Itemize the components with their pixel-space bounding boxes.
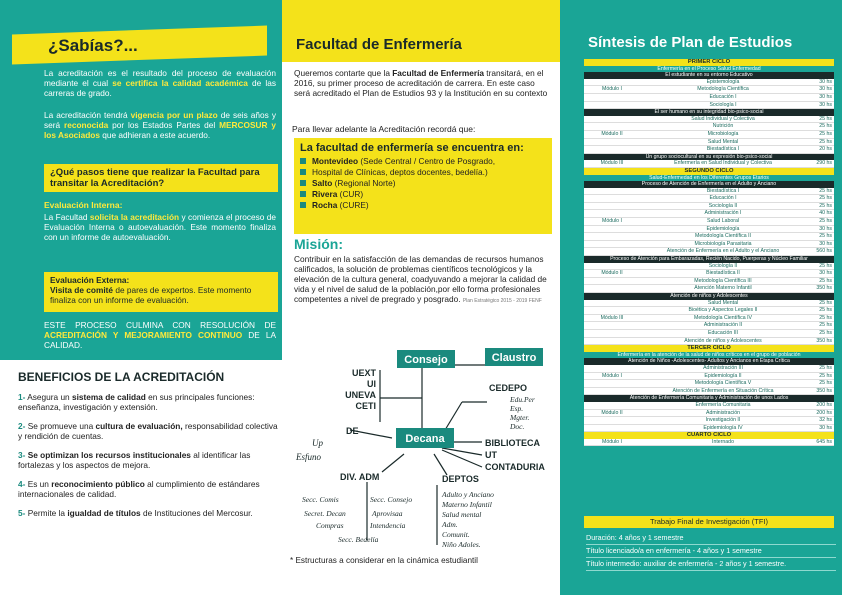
org-node: Adm. (442, 520, 458, 529)
locations-list (294, 156, 552, 211)
table-row (584, 146, 834, 154)
table-row (584, 322, 834, 330)
facultad-title: Facultad de Enfermería (296, 36, 462, 53)
subject-cell: Investigación II (705, 417, 741, 424)
org-node: UEXT (351, 368, 376, 378)
hours-cell: 350 hs (816, 285, 832, 292)
table-row (584, 160, 834, 168)
table-row (584, 410, 834, 418)
subject-cell: Internado (712, 438, 734, 445)
hours-cell: 25 hs (819, 130, 832, 137)
module-cell (584, 94, 640, 101)
org-node: UNEVA (345, 390, 376, 400)
org-node: Esfuno (296, 452, 322, 462)
table-row (584, 330, 834, 338)
subject-cell: Bioética y Aspectos Legales II (688, 307, 758, 314)
subject-cell: Metodología Científica III (694, 277, 752, 284)
table-row (584, 300, 834, 308)
module-cell: Módulo I (602, 86, 622, 93)
module-cell (584, 102, 640, 109)
module-cell (584, 417, 640, 424)
external-eval-title: Evaluación Externa: (50, 275, 130, 285)
hours-cell: 25 hs (819, 195, 832, 202)
org-node: Secret. Decan (304, 509, 346, 518)
section-header: Atención de niños y Adolescentes (584, 293, 834, 300)
hours-cell: 30 hs (819, 270, 832, 277)
location-item: Montevideo (Sede Central / Centro de Posgrado, (294, 156, 552, 167)
location-item: Hospital de Clínicas, deptos docentes, bedelía.) (294, 167, 552, 178)
footnote: * Estructuras a considerar en la cinámica estudiantil (290, 556, 478, 565)
duration-block (586, 532, 836, 571)
table-row (584, 278, 834, 286)
benefit-item: 1- Asegura un sistema de calidad en sus principales funciones: enseñanza, investigación y extensión. (18, 392, 255, 412)
hours-cell: 25 hs (819, 115, 832, 122)
table-row (584, 285, 834, 293)
middle-panel (282, 0, 560, 595)
hours-cell: 200 hs (816, 409, 832, 416)
subject-cell: Metodología Científica II (695, 233, 751, 240)
facultad-intro: Queremos contarte que la Facultad de Enfermería transitará, en el 2016, su primer proceso de acreditación de carrera. En este caso será acreditado el Plan de Estudios 93 y la Institución en su contexto (294, 68, 548, 98)
section-header: Enfermería en la atención de la salud de niños críticos en el grupo de población (584, 352, 834, 359)
table-row (584, 203, 834, 211)
module-cell: Módulo I (602, 438, 622, 445)
duration-text: Duración: 4 años y 1 semestre (586, 532, 836, 545)
section-header: Proceso de Atención de Enfermería en el Adulto y Anciano (584, 181, 834, 188)
org-node: Secc. Bedelía (338, 535, 379, 544)
org-node: Niño Adoles. (442, 540, 481, 549)
module-cell (584, 139, 640, 146)
hours-cell: 25 hs (819, 218, 832, 225)
beneficios-title: BENEFICIOS DE LA ACREDITACIÓN (18, 370, 225, 384)
section-header: Enfermería en el Proceso Salud Enfermedad (584, 66, 834, 73)
hours-cell: 30 hs (819, 101, 832, 108)
plan-title: Síntesis de Plan de Estudios (588, 34, 793, 51)
subject-cell: Salud Individual y Colectiva (691, 115, 755, 122)
module-cell (584, 388, 640, 395)
subject-cell: Enfermería Comunitaria (695, 401, 751, 408)
section-header: Atención de Enfermería Comunitaria y Administración de unos Lados (584, 395, 834, 402)
org-chart (282, 330, 560, 570)
org-node: UT (485, 450, 497, 460)
org-node: UI (367, 379, 376, 389)
table-row (584, 86, 834, 94)
module-cell (584, 365, 640, 372)
subject-cell: Epidemiología II (704, 372, 742, 379)
org-node: Up (312, 438, 323, 448)
section-header: El estudiante en su entorno Educativo (584, 72, 834, 79)
org-node: Salud mental (442, 510, 482, 519)
hours-cell: 25 hs (819, 322, 832, 329)
hours-cell: 25 hs (819, 123, 832, 130)
claustro-label: Claustro (491, 352, 537, 364)
right-panel (560, 0, 842, 595)
table-row (584, 307, 834, 315)
table-row (584, 263, 834, 271)
module-cell: Módulo I (602, 372, 622, 379)
hours-cell: 40 hs (819, 210, 832, 217)
module-cell (584, 330, 640, 337)
subject-cell: Biestadística I (706, 187, 740, 194)
module-cell (584, 195, 640, 202)
table-row (584, 241, 834, 249)
org-node: CONTADURIA (485, 462, 545, 472)
hours-cell: 30 hs (819, 93, 832, 100)
beneficios-list (18, 392, 278, 527)
subject-cell: Administración III (703, 364, 743, 371)
subject-cell: Educación III (708, 329, 738, 336)
table-row (584, 218, 834, 226)
table-row (584, 417, 834, 425)
module-cell (584, 307, 640, 314)
module-cell (584, 248, 640, 255)
table-row (584, 439, 834, 447)
org-node: Compras (316, 521, 344, 530)
module-cell (584, 322, 640, 329)
cycle-header: PRIMER CICLO (584, 59, 834, 66)
table-row (584, 248, 834, 256)
internal-eval-title: Evaluación Interna: (44, 200, 123, 210)
module-cell (584, 226, 640, 233)
module-cell (584, 300, 640, 307)
table-row (584, 188, 834, 196)
subject-cell: Enfermería en Salud Individual y Colectiva (674, 160, 772, 167)
mision-text: Contribuir en la satisfacción de las demandas de recursos humanos calificados, la solución de problemas científicos tecnológicos y la elevación de la cultura general, coadyuvando a mejorar la calidad de vida y el nivel de salud de la población,por ello forma profesionales competentes a nivel de pregrado y posgrado. Plan Estratégico 2015 - 2019 FENF (294, 254, 547, 304)
table-row (584, 123, 834, 131)
subject-cell: Educación I (709, 195, 737, 202)
hours-cell: 25 hs (819, 138, 832, 145)
module-cell (584, 79, 640, 86)
module-cell (584, 116, 640, 123)
module-cell (584, 123, 640, 130)
hours-cell: 32 hs (819, 417, 832, 424)
table-row (584, 388, 834, 396)
subject-cell: Atención de Enfermería en Situación Crítica (672, 387, 774, 394)
section-header: Salud-Enfermedad en los Diferentes Grupos Etarios (584, 175, 834, 182)
subject-cell: Epidemiología IV (703, 424, 743, 431)
org-node: DIV. ADM (340, 472, 380, 482)
table-row (584, 116, 834, 124)
module-cell: Módulo II (601, 270, 623, 277)
hours-cell: 200 hs (816, 401, 832, 408)
subject-cell: Epidemiología (706, 225, 740, 232)
location-item: Salto (Regional Norte) (294, 178, 552, 189)
hours-cell: 350 hs (816, 337, 832, 344)
subject-cell: Atención de Enfermería en el Adulto y el Anciano (666, 248, 780, 255)
consejo-label: Consejo (404, 354, 448, 366)
org-node: Doc. (510, 422, 525, 431)
section-header: Proceso de Atención para Embarazadas, Recién Nacido, Puerperas y Núcleo Familiar (584, 256, 834, 263)
table-row (584, 79, 834, 87)
table-row (584, 226, 834, 234)
table-row (584, 210, 834, 218)
section-header: Atención de Niños -Adolescentes- Adultos y Ancianos en Etapa Crítica (584, 358, 834, 365)
module-cell (584, 263, 640, 270)
mision-title: Misión: (294, 236, 343, 252)
org-node: Edu.Per (510, 395, 535, 404)
hours-cell: 25 hs (819, 329, 832, 336)
hours-cell: 20 hs (819, 146, 832, 153)
org-node: Intendencia (370, 521, 406, 530)
module-cell (584, 285, 640, 292)
hours-cell: 30 hs (819, 424, 832, 431)
plan-table (584, 59, 834, 446)
subject-cell: Epistemología (706, 78, 740, 85)
internal-eval-text: La Facultad solicita la acreditación y comienza el proceso de Evaluación Interna o autoevaluación. Este momento finaliza con un informe de autoevaluación. (44, 212, 277, 242)
hours-cell: 25 hs (819, 187, 832, 194)
subject-cell: Educación I (709, 93, 737, 100)
module-cell (584, 402, 640, 409)
module-cell (584, 380, 640, 387)
org-node: Aprovisaa (372, 509, 403, 518)
hours-cell: 350 hs (816, 387, 832, 394)
module-cell: Módulo II (601, 130, 623, 137)
hours-cell: 560 hs (816, 248, 832, 255)
hours-cell: 25 hs (819, 277, 832, 284)
acreditacion-vigencia: La acreditación tendrá vigencia por un plazo de seis años y será reconocida por los Estados Partes del MERCOSUR y los Asociados que adhieran a este acuerdo. (44, 110, 276, 140)
subject-cell: Salud Laboral (706, 218, 739, 225)
title-licenciado: Título licenciado/a en enfermería - 4 años y 1 semestre (586, 545, 836, 558)
subject-cell: Atención de niños y Adolescentes (684, 337, 762, 344)
subject-cell: Administración II (703, 322, 743, 329)
table-row (584, 380, 834, 388)
table-row (584, 139, 834, 147)
module-cell (584, 425, 640, 432)
org-node: CEDEPO (489, 383, 528, 393)
external-eval-box (44, 272, 278, 312)
table-row (584, 315, 834, 323)
title-intermedio: Título intermedio: auxiliar de enfermería - 2 años y 1 semestre. (586, 558, 836, 571)
org-node: Secc. Comis (302, 495, 339, 504)
cycle-header: SEGUNDO CICLO (584, 168, 834, 175)
location-item: Rocha (CURE) (294, 200, 552, 211)
table-row (584, 402, 834, 410)
module-cell (584, 188, 640, 195)
tfi-bar: Trabajo Final de Investigación (TFI) (584, 516, 834, 528)
module-cell (584, 210, 640, 217)
org-node: CETI (355, 401, 376, 411)
org-node: Mgter. (510, 413, 530, 422)
org-node: Secc. Consejo (370, 495, 413, 504)
module-cell (584, 233, 640, 240)
hours-cell: 25 hs (819, 262, 832, 269)
module-cell (584, 203, 640, 210)
proceso-culmina: ESTE PROCESO CULMINA CON RESOLUCIÓN DE ACREDITACIÓN Y MEJORAMIENTO CONTINUO DE LA CALIDAD. (44, 320, 276, 350)
benefit-item: 5- Permite la igualdad de títulos de Instituciones del Mercosur. (18, 508, 253, 518)
left-panel (0, 0, 282, 595)
table-row (584, 338, 834, 346)
pasos-question: ¿Qué pasos tiene que realizar la Facultad para transitar la Acreditación? (44, 164, 278, 192)
section-header: El ser humano en su integridad bio-psico-social (584, 109, 834, 116)
subject-cell: Nutrición (712, 123, 734, 130)
subject-cell: Administración (705, 409, 741, 416)
subject-cell: Sociología II (708, 202, 738, 209)
subject-cell: Biestadística II (706, 270, 740, 277)
table-row (584, 373, 834, 381)
hours-cell: 25 hs (819, 380, 832, 387)
sabias-heading: ¿Sabías?... (48, 36, 138, 55)
hours-cell: 30 hs (819, 240, 832, 247)
locations-title: La facultad de enfermería se encuentra en: (300, 142, 524, 154)
cycle-header: CUARTO CICLO (584, 432, 834, 439)
subject-cell: Metodología Científica IV (694, 314, 752, 321)
subject-cell: Sociología II (708, 262, 738, 269)
cycle-header: TERCER CICLO (584, 345, 834, 352)
table-row (584, 425, 834, 433)
subject-cell: Microbiología (707, 130, 739, 137)
module-cell: Módulo I (602, 218, 622, 225)
remind-text: Para llevar adelante la Acreditación recordá que: (292, 124, 476, 134)
benefit-item: 2- Se promueve una cultura de evaluación, responsabilidad colectiva y rendición de cuentas. (18, 421, 278, 441)
section-header: Un grupo sociocultural en su expresión bio-psico-social (584, 154, 834, 161)
hours-cell: 25 hs (819, 314, 832, 321)
org-node: DEPTOS (442, 474, 479, 484)
hours-cell: 30 hs (819, 86, 832, 93)
module-cell (584, 338, 640, 345)
org-node: Adulto y Anciano (442, 490, 494, 499)
location-item: Rivera (CUR) (294, 189, 552, 200)
module-cell: Módulo II (601, 409, 623, 416)
hours-cell: 25 hs (819, 299, 832, 306)
subject-cell: Atención Materno Infantil (694, 285, 752, 292)
hours-cell: 25 hs (819, 364, 832, 371)
subject-cell: Salud Mental (707, 138, 739, 145)
table-row (584, 195, 834, 203)
subject-cell: Microbiología Parasitaria (694, 240, 752, 247)
org-node: DE (346, 426, 359, 436)
hours-cell: 25 hs (819, 372, 832, 379)
benefit-item: 4- Es un reconocimiento público al cumplimiento de estándares internacionales de calidad. (18, 479, 260, 499)
table-row (584, 233, 834, 241)
hours-cell: 645 hs (816, 438, 832, 445)
table-row (584, 365, 834, 373)
benefit-item: 3- Se optimizan los recursos institucionales al identificar las fortalezas y los aspectos de mejora. (18, 450, 251, 470)
module-cell (584, 146, 640, 153)
hours-cell: 30 hs (819, 225, 832, 232)
module-cell (584, 278, 640, 285)
hours-cell: 25 hs (819, 202, 832, 209)
table-row (584, 102, 834, 110)
org-node: Materno Infantil (442, 500, 492, 509)
subject-cell: Administración I (704, 210, 742, 217)
hours-cell: 25 hs (819, 307, 832, 314)
acreditacion-definition: La acreditación es el resultado del proceso de evaluación mediante el cual se certifica la calidad académica de las carreras de grado. (44, 68, 276, 98)
module-cell: Módulo III (600, 160, 624, 167)
subject-cell: Metodología Científica (697, 86, 749, 93)
table-row (584, 270, 834, 278)
table-row (584, 131, 834, 139)
module-cell: Módulo III (600, 314, 624, 321)
org-node: Esp. (510, 404, 524, 413)
hours-cell: 290 hs (816, 160, 832, 167)
hours-cell: 30 hs (819, 78, 832, 85)
hours-cell: 25 hs (819, 233, 832, 240)
subject-cell: Metodología Científica V (694, 380, 752, 387)
org-node: BIBLIOTECA (485, 438, 540, 448)
external-eval-text: Visita de comité de pares de expertos. Este momento finaliza con un informe de evaluación. (50, 285, 252, 305)
subject-cell: Biestadística I (706, 146, 740, 153)
module-cell (584, 241, 640, 248)
subject-cell: Sociología I (709, 101, 737, 108)
subject-cell: Salud Mental (707, 299, 739, 306)
org-node: Comunit. (442, 530, 470, 539)
table-row (584, 94, 834, 102)
locations-box (294, 138, 552, 234)
decana-label: Decana (405, 433, 445, 445)
